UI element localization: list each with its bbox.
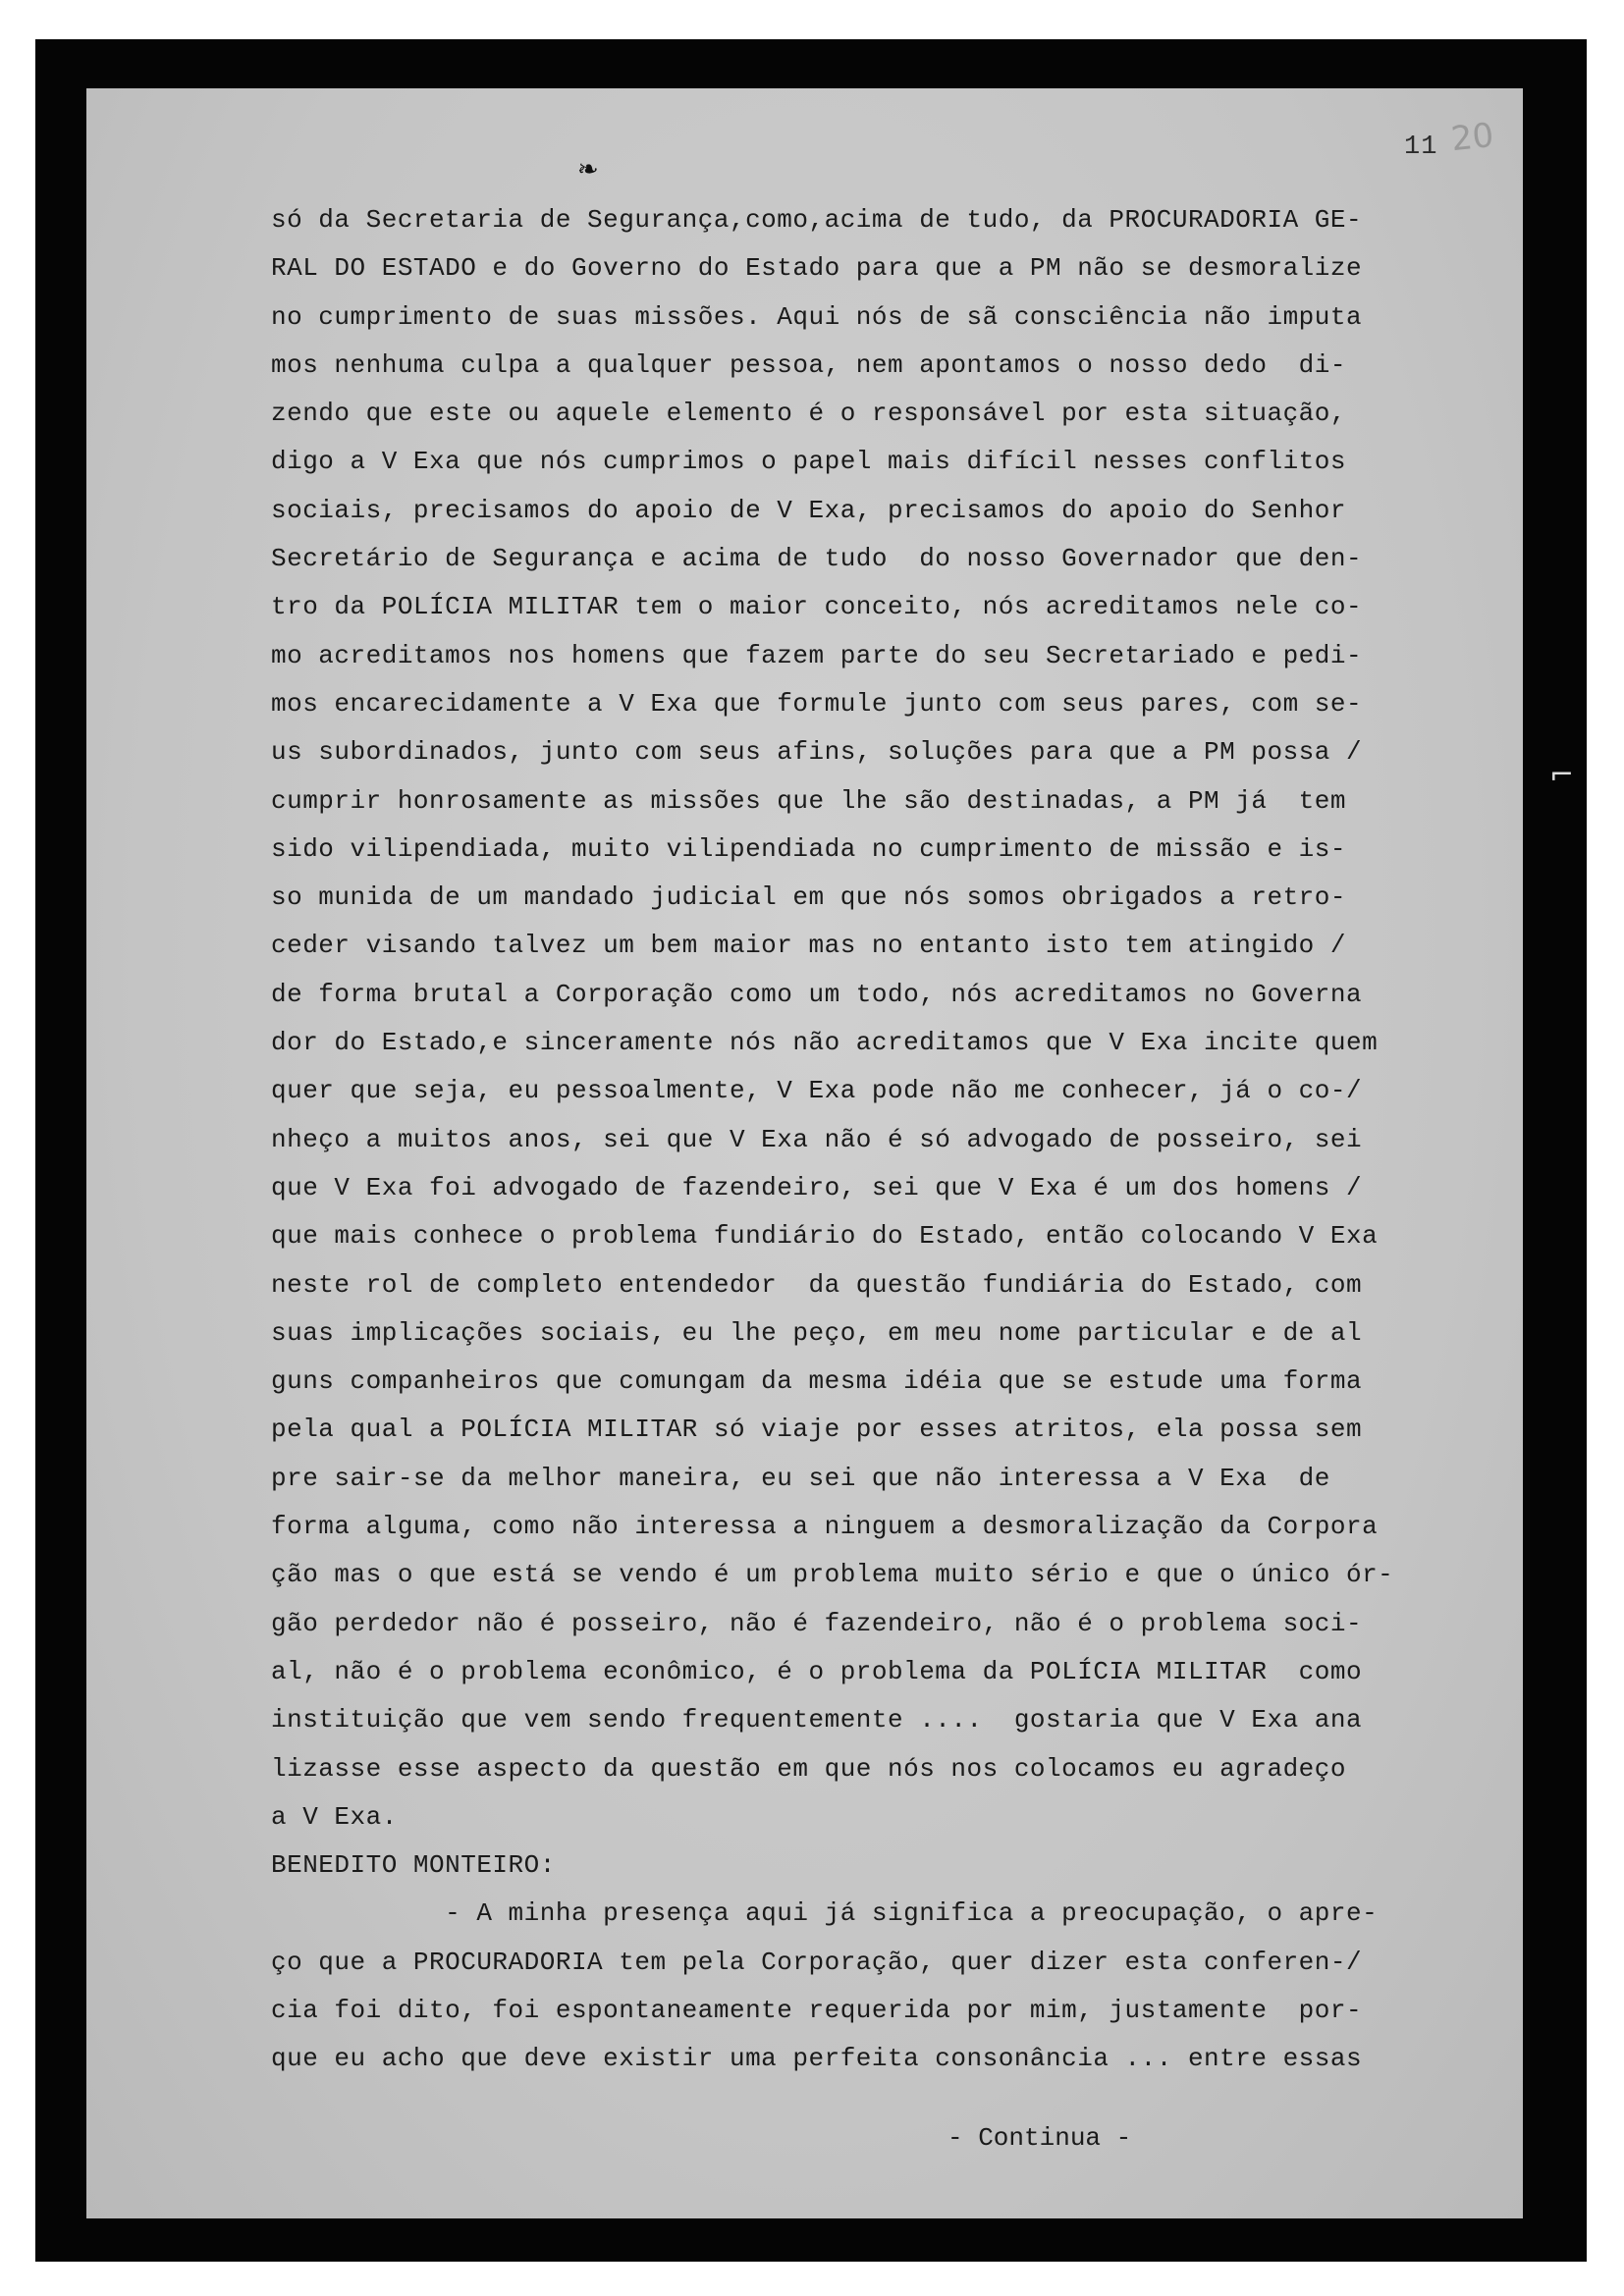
text-line: digo a V Exa que nós cumprimos o papel mais difícil nesses conflitos xyxy=(271,447,1346,477)
text-line: ção mas o que está se vendo é um problema muito sério e que o único ór- xyxy=(271,1560,1394,1590)
margin-mark-icon: ⌐ xyxy=(1549,758,1575,792)
text-line: RAL DO ESTADO e do Governo do Estado para que a PM não se desmoralize xyxy=(271,253,1363,284)
text-line: forma alguma, como não interessa a ninguem a desmoralização da Corpora xyxy=(271,1512,1379,1542)
text-line: no cumprimento de suas missões. Aqui nós de sã consciência não imputa xyxy=(271,301,1363,332)
text-line: gão perdedor não é posseiro, não é fazendeiro, não é o problema soci- xyxy=(271,1608,1363,1638)
page-number: 11 xyxy=(1404,133,1438,162)
text-line: suas implicações sociais, eu lhe peço, em meu nome particular e de al xyxy=(271,1317,1363,1348)
text-line: pre sair-se da melhor maneira, eu sei que não interessa a V Exa de xyxy=(271,1463,1330,1493)
text-line: sociais, precisamos do apoio de V Exa, precisamos do apoio do Senhor xyxy=(271,495,1346,525)
text-line: neste rol de completo entendedor da questão fundiária do Estado, com xyxy=(271,1269,1363,1300)
text-line: que V Exa foi advogado de fazendeiro, sei que V Exa é um dos homens / xyxy=(271,1172,1363,1202)
text-line: al, não é o problema econômico, é o problema da POLÍCIA MILITAR como xyxy=(271,1656,1363,1686)
text-line: tro da POLÍCIA MILITAR tem o maior conceito, nós acreditamos nele co- xyxy=(271,592,1363,622)
text-line: so munida de um mandado judicial em que nós somos obrigados a retro- xyxy=(271,882,1346,913)
text-line: dor do Estado,e sinceramente nós não acreditamos que V Exa incite quem xyxy=(271,1028,1379,1058)
text-line: que eu acho que deve existir uma perfeita consonância ... entre essas xyxy=(271,2044,1363,2074)
text-line: pela qual a POLÍCIA MILITAR só viaje por esses atritos, ela possa sem xyxy=(271,1415,1363,1445)
text-line: que mais conhece o problema fundiário do Estado, então colocando V Exa xyxy=(271,1221,1379,1252)
text-line: lizasse esse aspecto da questão em que nós nos colocamos eu agradeço xyxy=(271,1753,1346,1784)
stamped-page-number: 20 xyxy=(1449,115,1496,160)
text-line: mos encarecidamente a V Exa que formule junto com seus pares, com se- xyxy=(271,688,1363,719)
text-line: - A minha presença aqui já significa a preocupação, o apre- xyxy=(271,1898,1379,1929)
text-line: Secretário de Segurança e acima de tudo do nosso Governador que den- xyxy=(271,544,1363,574)
text-line: ço que a PROCURADORIA tem pela Corporação, quer dizer esta conferen-/ xyxy=(271,1947,1363,1977)
text-line: a V Exa. xyxy=(271,1801,398,1832)
document-body xyxy=(271,196,1449,2084)
text-line: cia foi dito, foi espontaneamente requerida por mim, justamente por- xyxy=(271,1995,1363,2025)
text-line: mo acreditamos nos homens que fazem parte do seu Secretariado e pedi- xyxy=(271,640,1363,670)
text-line: nheço a muitos anos, sei que V Exa não é só advogado de posseiro, sei xyxy=(271,1124,1363,1154)
text-line: de forma brutal a Corporação como um todo, nós acreditamos no Governa xyxy=(271,979,1363,1009)
speaker-heading: BENEDITO MONTEIRO: xyxy=(271,1850,556,1881)
continuation-note: - Continua - xyxy=(947,2123,1132,2153)
check-mark-icon: ❧ xyxy=(577,155,599,185)
text-line: ceder visando talvez um bem maior mas no entanto isto tem atingido / xyxy=(271,931,1346,961)
text-line: cumprir honrosamente as missões que lhe são destinadas, a PM já tem xyxy=(271,785,1346,816)
text-line: instituição que vem sendo frequentemente .... gostaria que V Exa ana xyxy=(271,1705,1363,1735)
text-line: só da Secretaria de Segurança,como,acima de tudo, da PROCURADORIA GE- xyxy=(271,205,1363,235)
text-line: guns companheiros que comungam da mesma idéia que se estude uma forma xyxy=(271,1366,1363,1397)
text-line: mos nenhuma culpa a qualquer pessoa, nem apontamos o nosso dedo di- xyxy=(271,349,1346,380)
text-line: us subordinados, junto com seus afins, soluções para que a PM possa / xyxy=(271,737,1363,768)
text-line: sido vilipendiada, muito vilipendiada no cumprimento de missão e is- xyxy=(271,833,1346,864)
text-line: zendo que este ou aquele elemento é o responsável por esta situação, xyxy=(271,399,1346,429)
text-line: quer que seja, eu pessoalmente, V Exa pode não me conhecer, já o co-/ xyxy=(271,1076,1363,1106)
